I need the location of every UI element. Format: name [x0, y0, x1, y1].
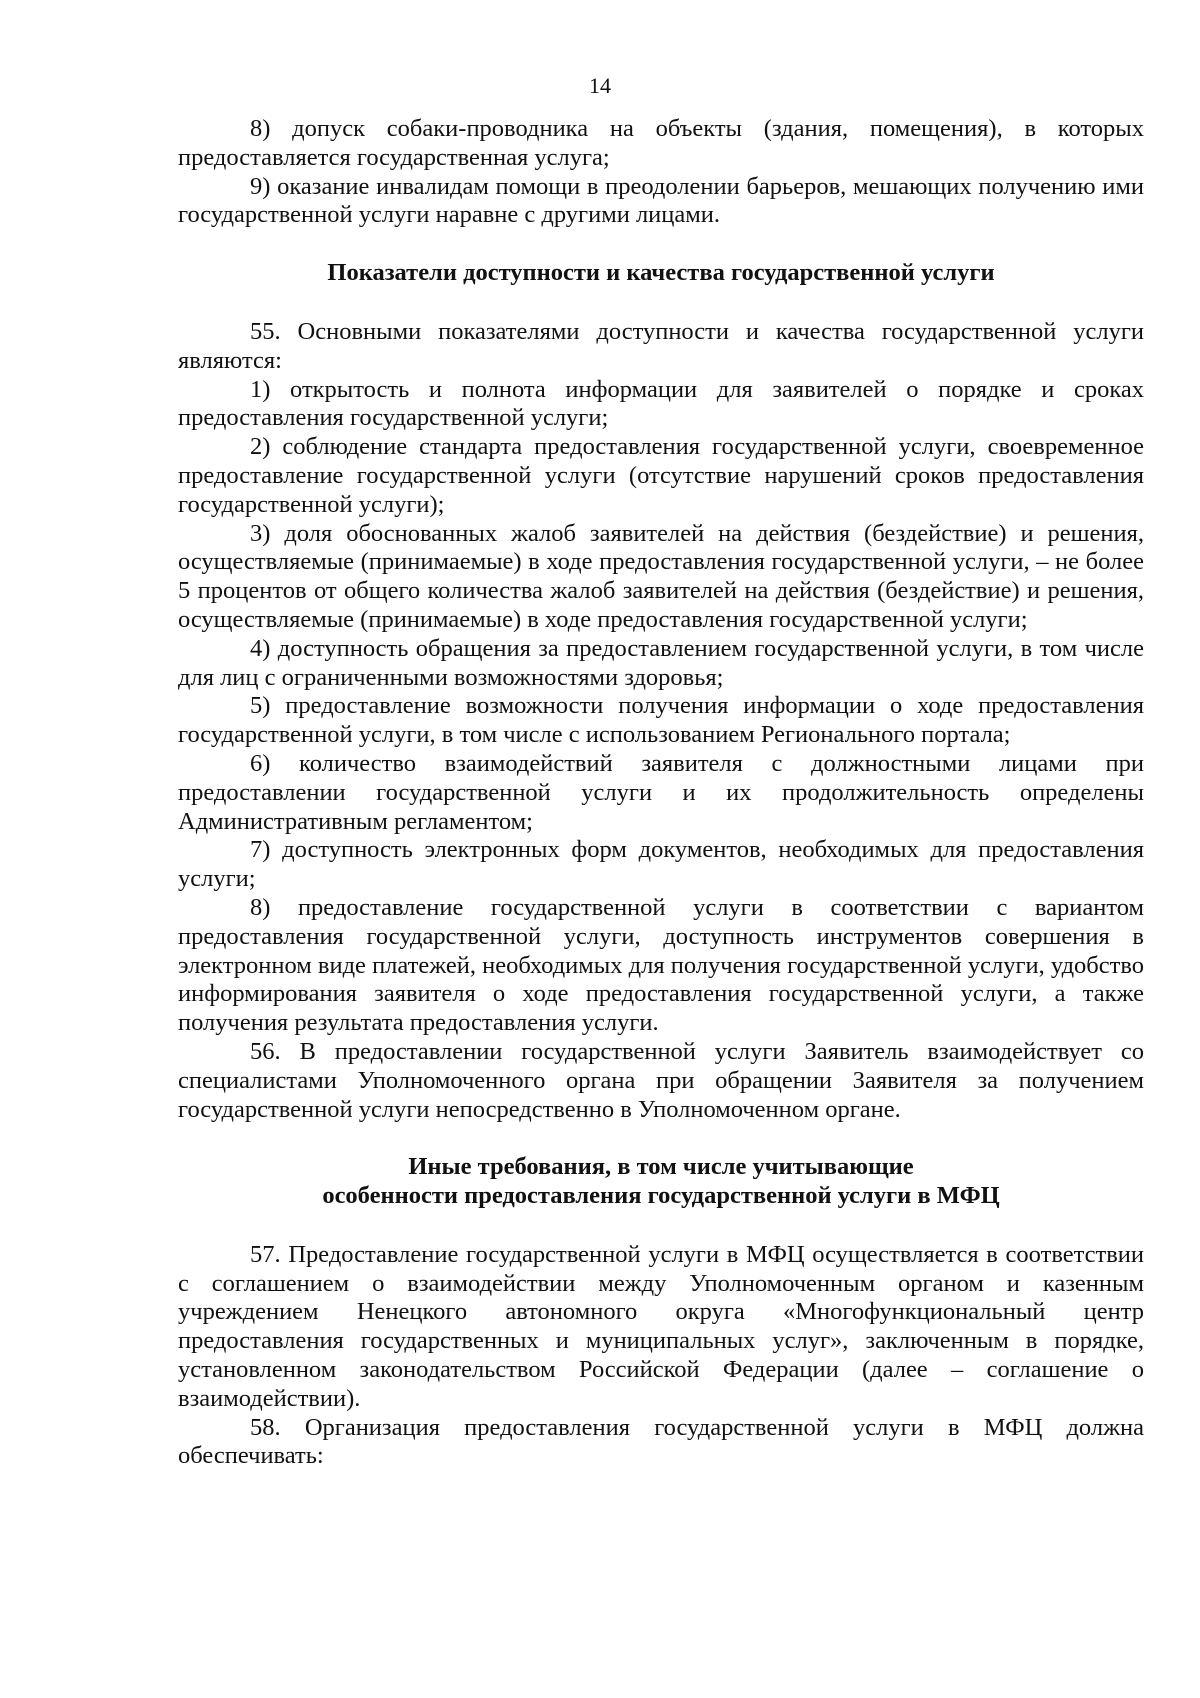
paragraph: 4) доступность обращения за предоставлением государственной услуги, в том числе для лиц с ограниченными возможностями здоровья; — [178, 634, 1144, 691]
document-body — [178, 115, 1144, 1471]
section-heading-line: Иные требования, в том числе учитывающие — [408, 1153, 914, 1181]
paragraph: 1) открытость и полнота информации для заявителей о порядке и сроках предоставления государственной услуги; — [178, 375, 1144, 432]
paragraph: 2) соблюдение стандарта предоставления государственной услуги, своевременное предоставление государственной услуги (отсутствие нарушений сроков предоставления государственной услуги); — [178, 433, 1144, 518]
paragraph: 8) предоставление государственной услуги в соответствии с вариантом предоставления государственной услуги, доступность инструментов совершения в электронном виде платежей, необходимых для получения государственной услуги, удобство информирования заявителя о ходе предоставления государственной услуги, а также получения результата предоставления услуги. — [178, 893, 1144, 1037]
paragraph: 55. Основными показателями доступности и качества государственной услуги являются: — [178, 317, 1144, 374]
paragraph: 5) предоставление возможности получения информации о ходе предоставления государственной услуги, в том числе с использованием Регионального портала; — [178, 692, 1144, 749]
paragraph: 57. Предоставление государственной услуги в МФЦ осуществляется в соответствии с соглашением о взаимодействии между Уполномоченным органом и казенным учреждением Ненецкого автономного округа «Многофункциональный центр предоставления государственных и муниципальных услуг», заключенным в порядке, установленном законодательством Российской Федерации (далее – соглашение о взаимодействии). — [178, 1240, 1144, 1412]
section-heading — [178, 1153, 1144, 1211]
page-number: 14 — [589, 73, 611, 98]
section-heading-line: особенности предоставления государственной услуги в МФЦ — [322, 1182, 1000, 1210]
paragraph: 7) доступность электронных форм документов, необходимых для предоставления услуги; — [178, 836, 1144, 893]
paragraph: 8) допуск собаки-проводника на объекты (здания, помещения), в которых предоставляется государственная услуга; — [178, 115, 1144, 171]
paragraph: 58. Организация предоставления государственной услуги в МФЦ должна обеспечивать: — [178, 1413, 1144, 1470]
paragraph: 9) оказание инвалидам помощи в преодолении барьеров, мешающих получению ими государственной услуги наравне с другими лицами. — [178, 172, 1144, 229]
paragraph: 56. В предоставлении государственной услуги Заявитель взаимодействует со специалистами Уполномоченного органа при обращении Заявителя за получением государственной услуги непосредственно в Уполномоченном органе. — [178, 1037, 1144, 1123]
section-heading: Показатели доступности и качества государственной услуги — [327, 259, 995, 287]
paragraph: 6) количество взаимодействий заявителя с должностными лицами при предоставлении государственной услуги и их продолжительность определены Административным регламентом; — [178, 749, 1144, 835]
paragraph: 3) доля обоснованных жалоб заявителей на действия (бездействие) и решения, осуществляемые (принимаемые) в ходе предоставления государственной услуги, – не более 5 процентов от общего количества жалоб заявителей на действия (бездействие) и решения, осуществляемые (принимаемые) в ходе предоставления государственной услуги; — [178, 519, 1144, 633]
